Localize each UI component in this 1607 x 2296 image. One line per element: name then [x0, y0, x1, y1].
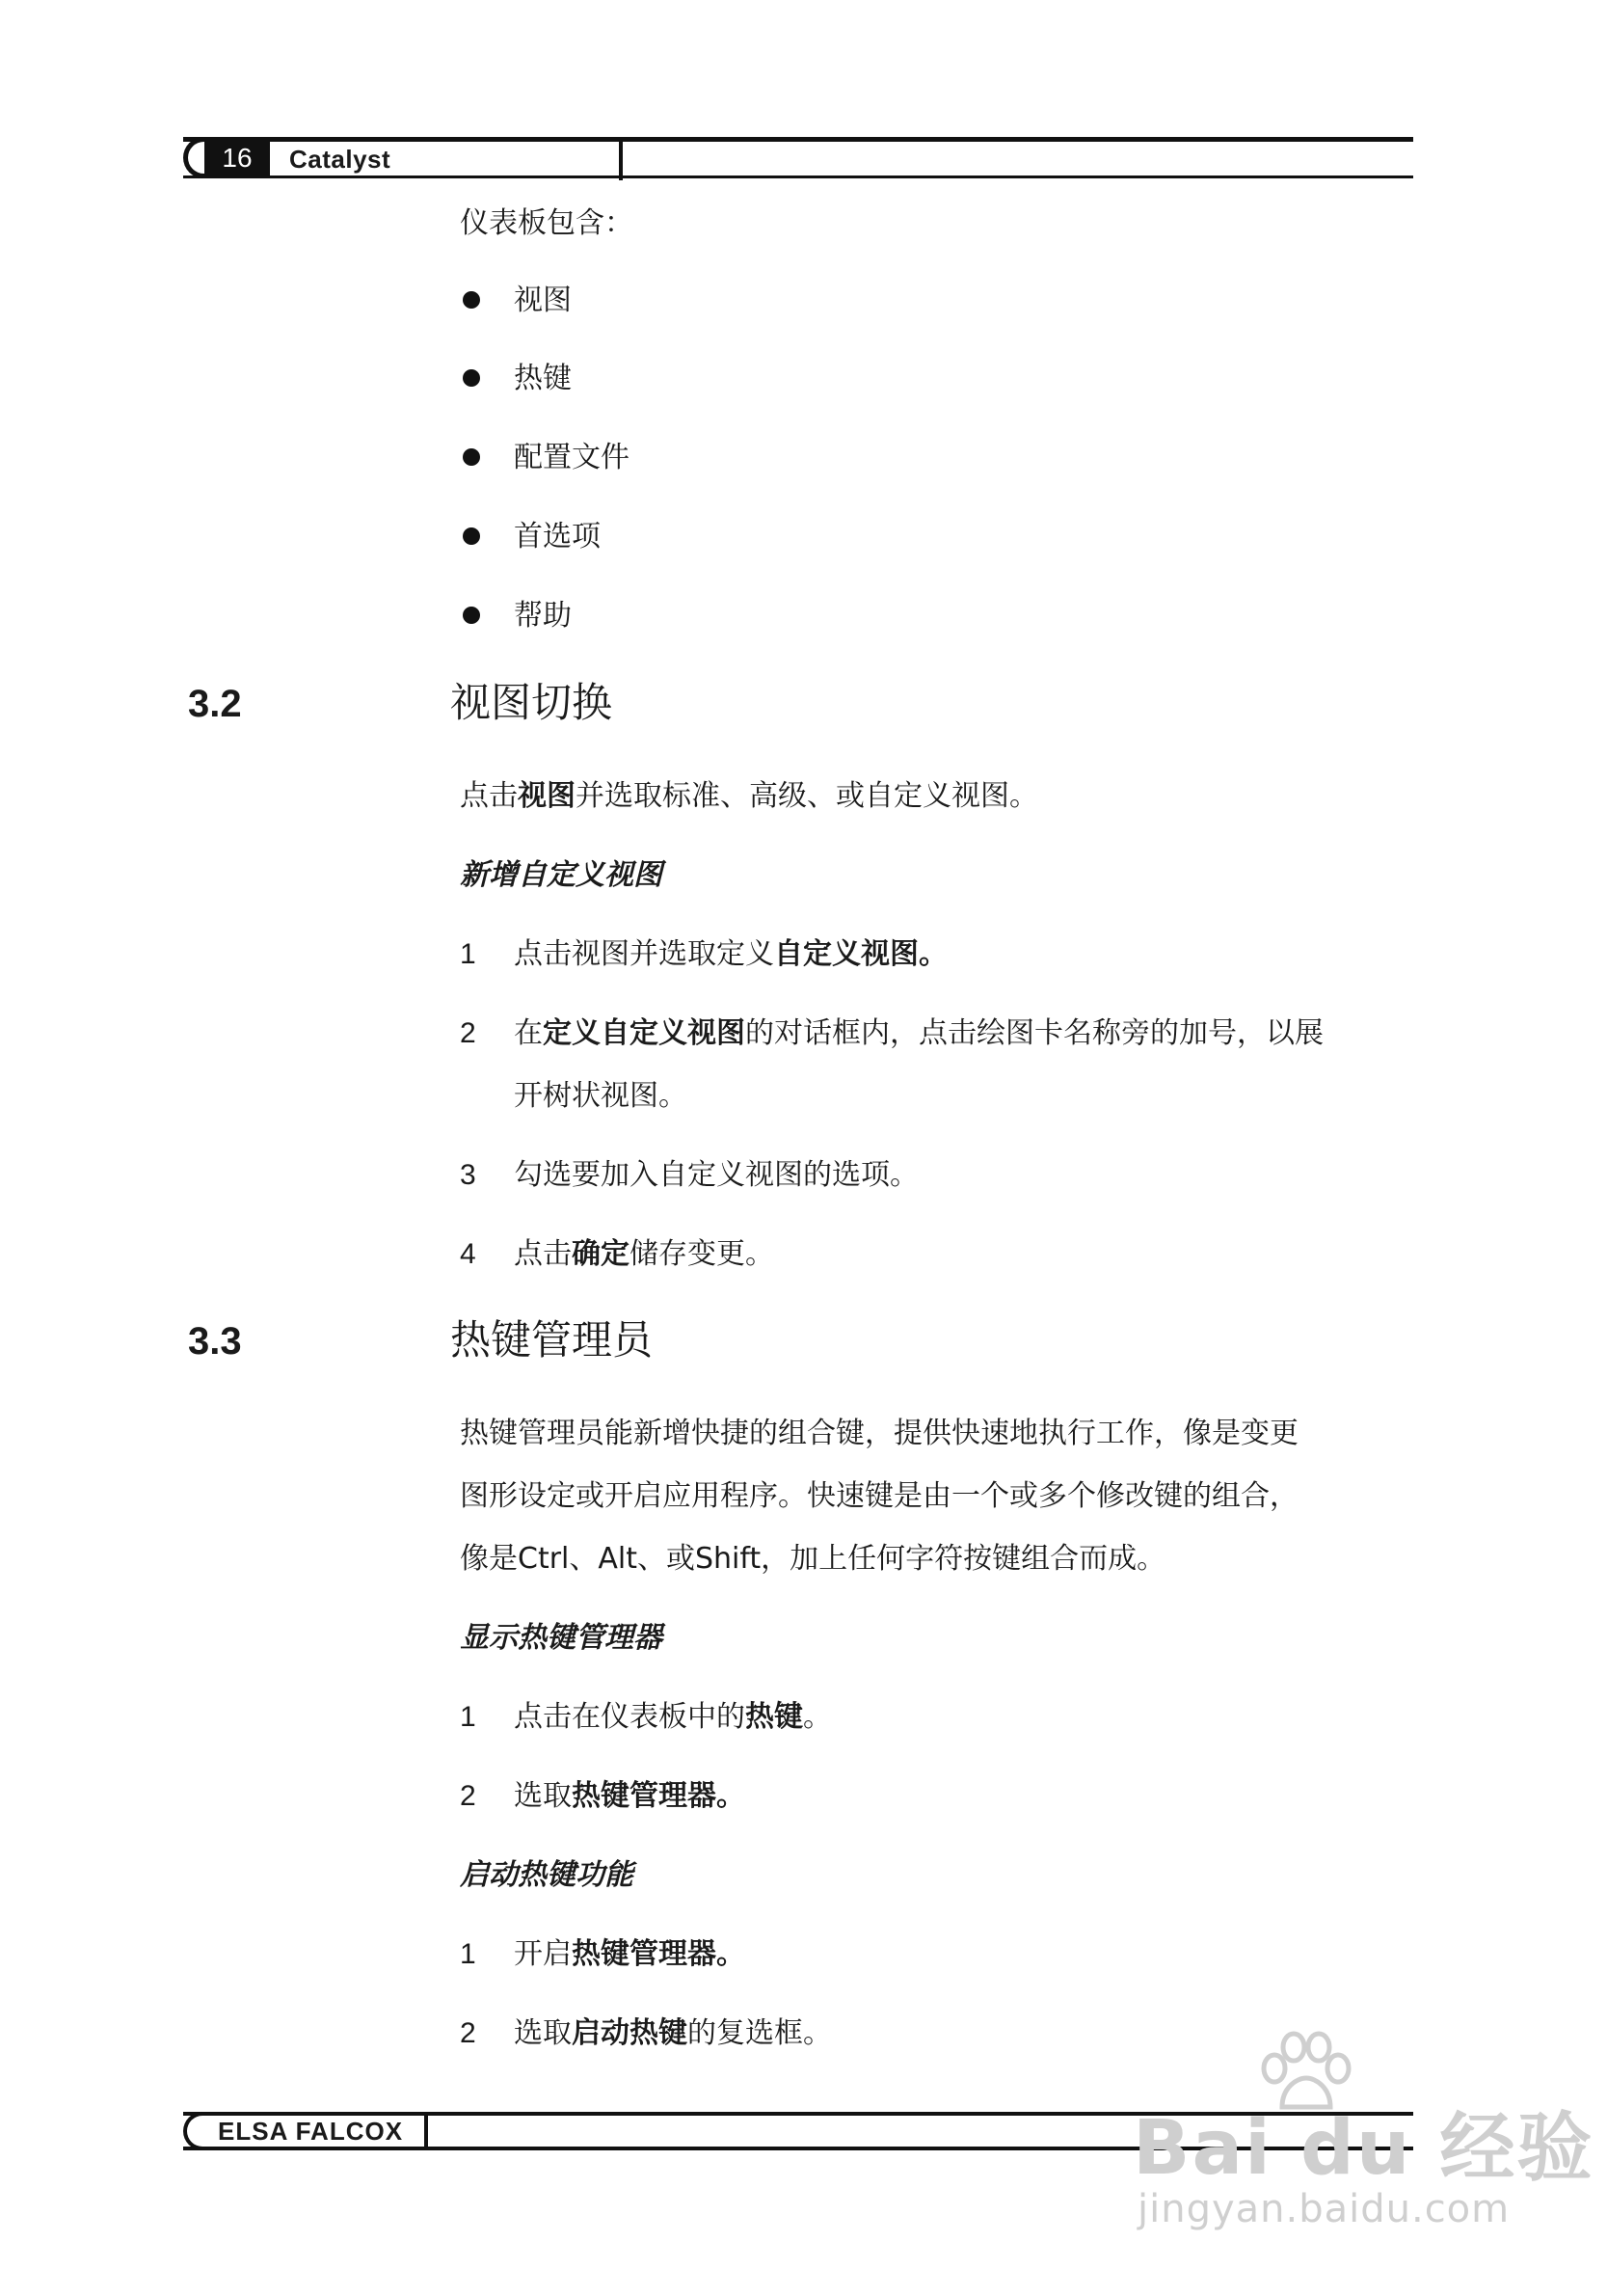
subheading: 显示热键管理器	[460, 1621, 662, 1655]
step-number: 2	[460, 2017, 476, 2049]
step-number: 3	[460, 1159, 476, 1191]
footer-brand: ELSA FALCOX	[218, 2117, 404, 2146]
bullet-dot	[463, 448, 480, 466]
step-number: 4	[460, 1238, 476, 1270]
paragraph-line: 图形设定或开启应用程序。快速键是由一个或多个修改键的组合，	[460, 1479, 1299, 1513]
section-number: 3.3	[188, 1320, 242, 1363]
header-title: Catalyst	[289, 145, 391, 174]
step-number: 1	[460, 1938, 476, 1970]
section-number: 3.2	[188, 683, 242, 725]
step-number: 1	[460, 1701, 476, 1733]
step-text: 点击视图并选取定义自定义视图。	[514, 937, 948, 971]
step-text: 开启热键管理器。	[514, 1937, 745, 1971]
page-number: 16	[204, 137, 270, 178]
subheading: 新增自定义视图	[460, 858, 662, 892]
bullet-item: 帮助	[514, 599, 572, 633]
watermark-logo: Bai du 经验	[1133, 2105, 1594, 2192]
bullet-dot	[463, 369, 480, 387]
intro-text: 仪表板包含：	[460, 206, 633, 240]
step-text: 点击在仪表板中的热键。	[514, 1700, 832, 1734]
step-number: 2	[460, 1780, 476, 1812]
subheading: 启动热键功能	[460, 1858, 633, 1892]
bullet-item: 热键	[514, 362, 572, 395]
step-text-continued: 开树状视图。	[514, 1079, 687, 1113]
footer-divider	[424, 2112, 428, 2150]
bullet-item: 首选项	[514, 520, 601, 554]
section-title: 视图切换	[450, 679, 613, 726]
bullet-item: 配置文件	[514, 441, 629, 474]
footer-cap	[183, 2112, 210, 2150]
paragraph: 点击视图并选取标准、高级、或自定义视图。	[460, 779, 1038, 813]
bullet-dot	[463, 291, 480, 309]
step-text: 选取热键管理器。	[514, 1779, 745, 1813]
step-number: 1	[460, 938, 476, 970]
step-number: 2	[460, 1017, 476, 1049]
watermark-url: jingyan.baidu.com	[1138, 2187, 1511, 2231]
bullet-dot	[463, 607, 480, 624]
page-header	[183, 137, 1413, 180]
paragraph-line: 像是Ctrl、Alt、或Shift，加上任何字符按键组合而成。	[460, 1542, 1166, 1576]
bullet-dot	[463, 527, 480, 545]
step-text: 勾选要加入自定义视图的选项。	[514, 1158, 919, 1192]
step-text: 选取启动热键的复选框。	[514, 2016, 832, 2050]
header-divider	[619, 137, 623, 180]
paragraph-line: 热键管理员能新增快捷的组合键，提供快速地执行工作，像是变更	[460, 1417, 1299, 1450]
section-title: 热键管理员	[450, 1316, 654, 1364]
step-text: 点击确定储存变更。	[514, 1237, 774, 1271]
bullet-item: 视图	[514, 284, 572, 317]
step-text: 在定义自定义视图的对话框内，点击绘图卡名称旁的加号，以展	[514, 1016, 1324, 1050]
